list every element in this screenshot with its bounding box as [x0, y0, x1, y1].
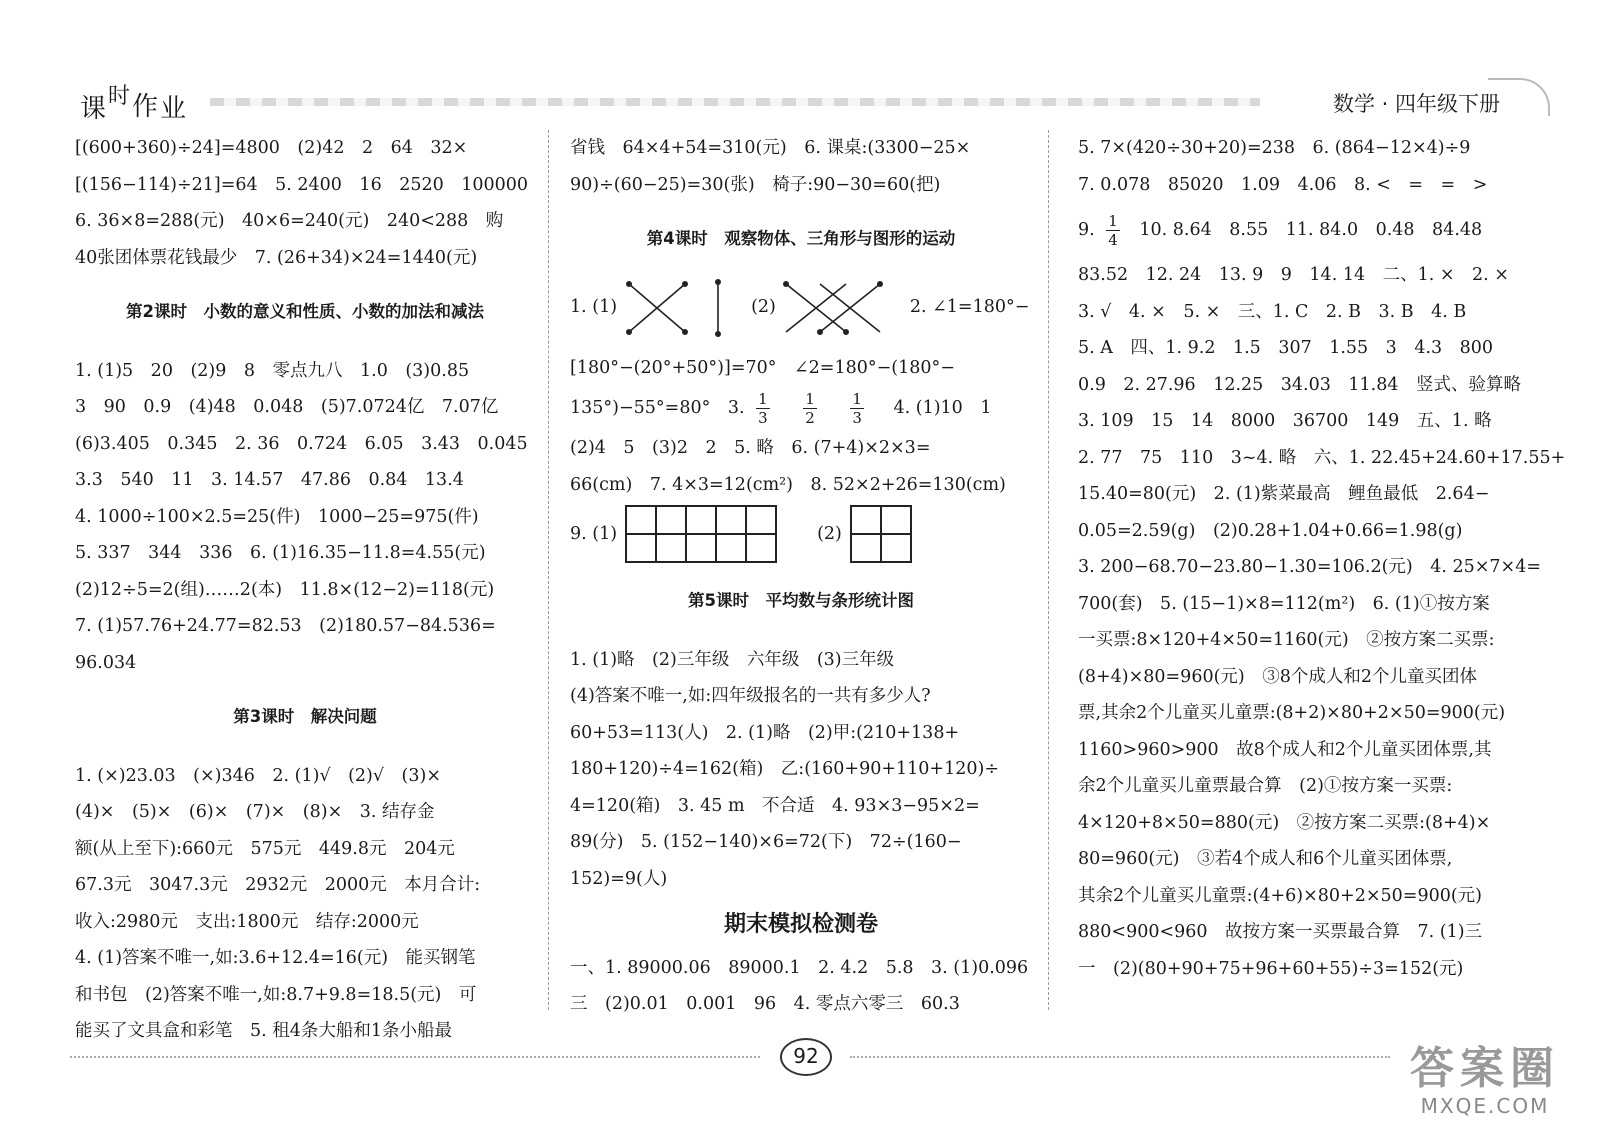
text-line: 7. (1)57.76+24.77=82.53 (2)180.57−84.536= [75, 616, 496, 636]
brand-char: 时 [108, 84, 133, 109]
text-line: 6. 36×8=288(元) 40×6=240(元) 240<288 购 [75, 211, 504, 231]
text-line: 能买了文具盒和彩笔 5. 租4条大船和1条小船最 [75, 1021, 453, 1041]
column-3 [1078, 130, 1566, 987]
figure-row-lines [570, 266, 1032, 350]
text-line: 收入:2980元 支出:1800元 结存:2000元 [75, 911, 419, 932]
text-line: 15.40=80(元) 2. (1)紫菜最高 鲤鱼最低 2.64− [1078, 484, 1490, 504]
text-label: (2) [817, 523, 842, 544]
text-line: 3. 109 15 14 8000 36700 149 五、1. 略 [1078, 411, 1492, 431]
text-segment: 9. [1078, 220, 1095, 240]
text-line: 票,其余2个儿童买儿童票:(8+2)×80+2×50=900(元) [1078, 703, 1506, 723]
brand-title [80, 80, 189, 124]
text-line: 额(从上至下):660元 575元 449.8元 204元 [75, 838, 455, 859]
double-cross-figure [780, 278, 890, 338]
fraction-line [570, 386, 1032, 430]
section-title: 第4课时 观察物体、三角形与图形的运动 [646, 229, 956, 248]
text-line: [180°−(20°+50°)]=70° ∠2=180°−(180°− [570, 357, 955, 378]
header-swoosh [1488, 78, 1550, 116]
subject-label: 数学 · 四年级下册 [1332, 92, 1500, 116]
column-2 [570, 130, 1032, 1023]
text-line: 5. 337 344 336 6. (1)16.35−11.8=4.55(元) [75, 543, 486, 563]
text-line: 89(分) 5. (152−140)×6=72(下) 72÷(160− [570, 832, 962, 852]
column-divider [1048, 130, 1049, 1010]
text-line: 83.52 12. 24 13. 9 9 14. 14 二、1. × 2. × [1078, 265, 1509, 285]
text-segment: 135°)−55°=80° 3. [570, 398, 745, 418]
text-line: 700(套) 5. (15−1)×8=112(m²) 6. (1)①按方案 [1078, 593, 1490, 614]
text-line: 余2个儿童买儿童票最合算 (2)①按方案一买票: [1078, 776, 1453, 796]
text-line: 7. 0.078 85020 1.09 4.06 8. < = = > [1078, 174, 1488, 195]
text-line: 0.9 2. 27.96 12.25 34.03 11.84 竖式、验算略 [1078, 374, 1521, 395]
fraction [850, 390, 864, 427]
exam-title: 期末模拟检测卷 [723, 912, 878, 937]
text-segment: 4. (1)10 1 [893, 398, 992, 418]
page-header [60, 72, 1540, 124]
text-segment: 10. 8.64 8.55 11. 84.0 0.48 84.48 [1139, 220, 1483, 240]
text-line: 80=960(元) ③若4个成人和6个儿童买团体票, [1078, 849, 1453, 869]
text-line: 和书包 (2)答案不唯一,如:8.7+9.8=18.5(元) 可 [75, 984, 477, 1005]
denominator: 3 [852, 409, 862, 427]
text-line: 4=120(箱) 3. 45 m 不合适 4. 93×3−95×2= [570, 795, 980, 816]
text-line: 66(cm) 7. 4×3=12(cm²) 8. 52×2+26=130(cm) [570, 474, 1006, 495]
text-line: (4)答案不唯一,如:四年级报名的一共有多少人? [570, 686, 931, 706]
text-line: 90)÷(60−25)=30(张) 椅子:90−30=60(把) [570, 174, 941, 195]
text-line: 40张团体票花钱最少 7. (26+34)×24=1440(元) [75, 247, 478, 268]
text-line: 4. (1)答案不唯一,如:3.6+12.4=16(元) 能买钢笔 [75, 948, 476, 968]
grid-figure-2x5 [625, 505, 777, 563]
text-line: (8+4)×80=960(元) ③8个成人和2个儿童买团体 [1078, 666, 1478, 687]
denominator: 3 [758, 409, 768, 427]
watermark-text: 答案圈 [1410, 1043, 1560, 1094]
denominator: 4 [1108, 231, 1118, 249]
numerator: 1 [758, 390, 768, 408]
text-line: 3. 200−68.70−23.80−1.30=106.2(元) 4. 25×7×4= [1078, 557, 1542, 577]
numerator: 1 [1108, 212, 1118, 230]
text-line: 3. √ 4. × 5. × 三、1. C 2. B 3. B 4. B [1078, 301, 1467, 322]
fraction [803, 390, 817, 427]
footer-dots [850, 1056, 1390, 1060]
text-line: 1. (1)略 (2)三年级 六年级 (3)三年级 [570, 649, 895, 670]
figure-row-grids [570, 503, 1032, 565]
text-line: 其余2个儿童买儿童票:(4+6)×80+2×50=900(元) [1078, 885, 1482, 906]
column-divider [548, 130, 549, 1010]
text-line: (4)× (5)× (6)× (7)× (8)× 3. 结存金 [75, 802, 435, 822]
text-label: 1. (1) [570, 297, 618, 318]
text-line: [(156−114)÷21]=64 5. 2400 16 2520 100000 [75, 174, 529, 195]
brand-char: 课 [80, 94, 109, 124]
text-line: 152)=9(人) [570, 868, 668, 889]
section-title: 第2课时 小数的意义和性质、小数的加法和减法 [126, 302, 484, 321]
footer-dots [70, 1056, 760, 1060]
text-line: 一买票:8×120+4×50=1160(元) ②按方案二买票: [1078, 630, 1495, 650]
text-line: 2. 77 75 110 3~4. 略 六、1. 22.45+24.60+17.55+ [1078, 447, 1566, 468]
text-line: 0.05=2.59(g) (2)0.28+1.04+0.66=1.98(g) [1078, 520, 1463, 541]
grid-figure-2x2 [850, 505, 912, 563]
text-line: 三 (2)0.01 0.001 96 4. 零点六零三 60.3 [570, 994, 960, 1014]
text-label: 2. ∠1=180°− [909, 297, 1030, 318]
section-title: 第3课时 解决问题 [233, 707, 377, 726]
text-line: 1. (×)23.03 (×)346 2. (1)√ (2)√ (3)× [75, 765, 441, 786]
text-line: 96.034 [75, 652, 137, 673]
text-line: 一、1. 89000.06 89000.1 2. 4.2 5.8 3. (1)0.096 [570, 957, 1029, 978]
text-line: 5. A 四、1. 9.2 1.5 307 1.55 3 4.3 800 [1078, 338, 1494, 358]
text-line: 1. (1)5 20 (2)9 8 零点九八 1.0 (3)0.85 [75, 360, 470, 381]
page-number: 92 [780, 1038, 832, 1076]
fraction [1106, 212, 1120, 249]
text-line: 60+53=113(人) 2. (1)略 (2)甲:(210+138+ [570, 722, 960, 743]
watermark-logo [1410, 1044, 1560, 1118]
text-line: 一 (2)(80+90+75+96+60+55)÷3=152(元) [1078, 958, 1464, 979]
text-line: 3 90 0.9 (4)48 0.048 (5)7.0724亿 7.07亿 [75, 397, 499, 417]
fraction-line [1078, 203, 1548, 257]
text-line: 省钱 64×4+54=310(元) 6. 课桌:(3300−25× [570, 138, 971, 158]
text-line: 4×120+8×50=880(元) ②按方案二买票:(8+4)× [1078, 812, 1491, 833]
fraction [756, 390, 770, 427]
text-label: (2) [751, 297, 776, 318]
text-line: 880<900<960 故按方案一买票最合算 7. (1)三 [1078, 922, 1483, 942]
numerator: 1 [852, 390, 862, 408]
brand-char: 业 [160, 94, 189, 124]
watermark-url: MXQE.COM [1420, 1094, 1550, 1118]
text-line: 4. 1000÷100×2.5=25(件) 1000−25=975(件) [75, 506, 479, 527]
page-footer [60, 1046, 1540, 1066]
text-label: 9. (1) [570, 523, 618, 544]
text-line: 1160>960>900 故8个成人和2个儿童买团体票,其 [1078, 739, 1492, 760]
text-line: 67.3元 3047.3元 2932元 2000元 本月合计: [75, 875, 481, 895]
text-line: (2)4 5 (3)2 2 5. 略 6. (7+4)×2×3= [570, 438, 931, 458]
vertical-line-figure [703, 278, 733, 338]
denominator: 2 [805, 409, 815, 427]
text-line: 3.3 540 11 3. 14.57 47.86 0.84 13.4 [75, 470, 464, 490]
text-line: 180+120)÷4=162(箱) 乙:(160+90+110+120)÷ [570, 759, 999, 779]
text-line: (2)12÷5=2(组)……2(本) 11.8×(12−2)=118(元) [75, 579, 495, 600]
header-decoration [210, 98, 1260, 106]
section-title: 第5课时 平均数与条形统计图 [688, 591, 914, 610]
numerator: 1 [805, 390, 815, 408]
text-line: [(600+360)÷24]=4800 (2)42 2 64 32× [75, 138, 468, 158]
text-line: (6)3.405 0.345 2. 36 0.724 6.05 3.43 0.045 [75, 433, 528, 454]
crossed-lines-figure [623, 278, 693, 338]
column-1 [75, 130, 535, 1050]
brand-char: 作 [132, 92, 161, 122]
text-line: 5. 7×(420÷30+20)=238 6. (864−12×4)÷9 [1078, 138, 1471, 158]
